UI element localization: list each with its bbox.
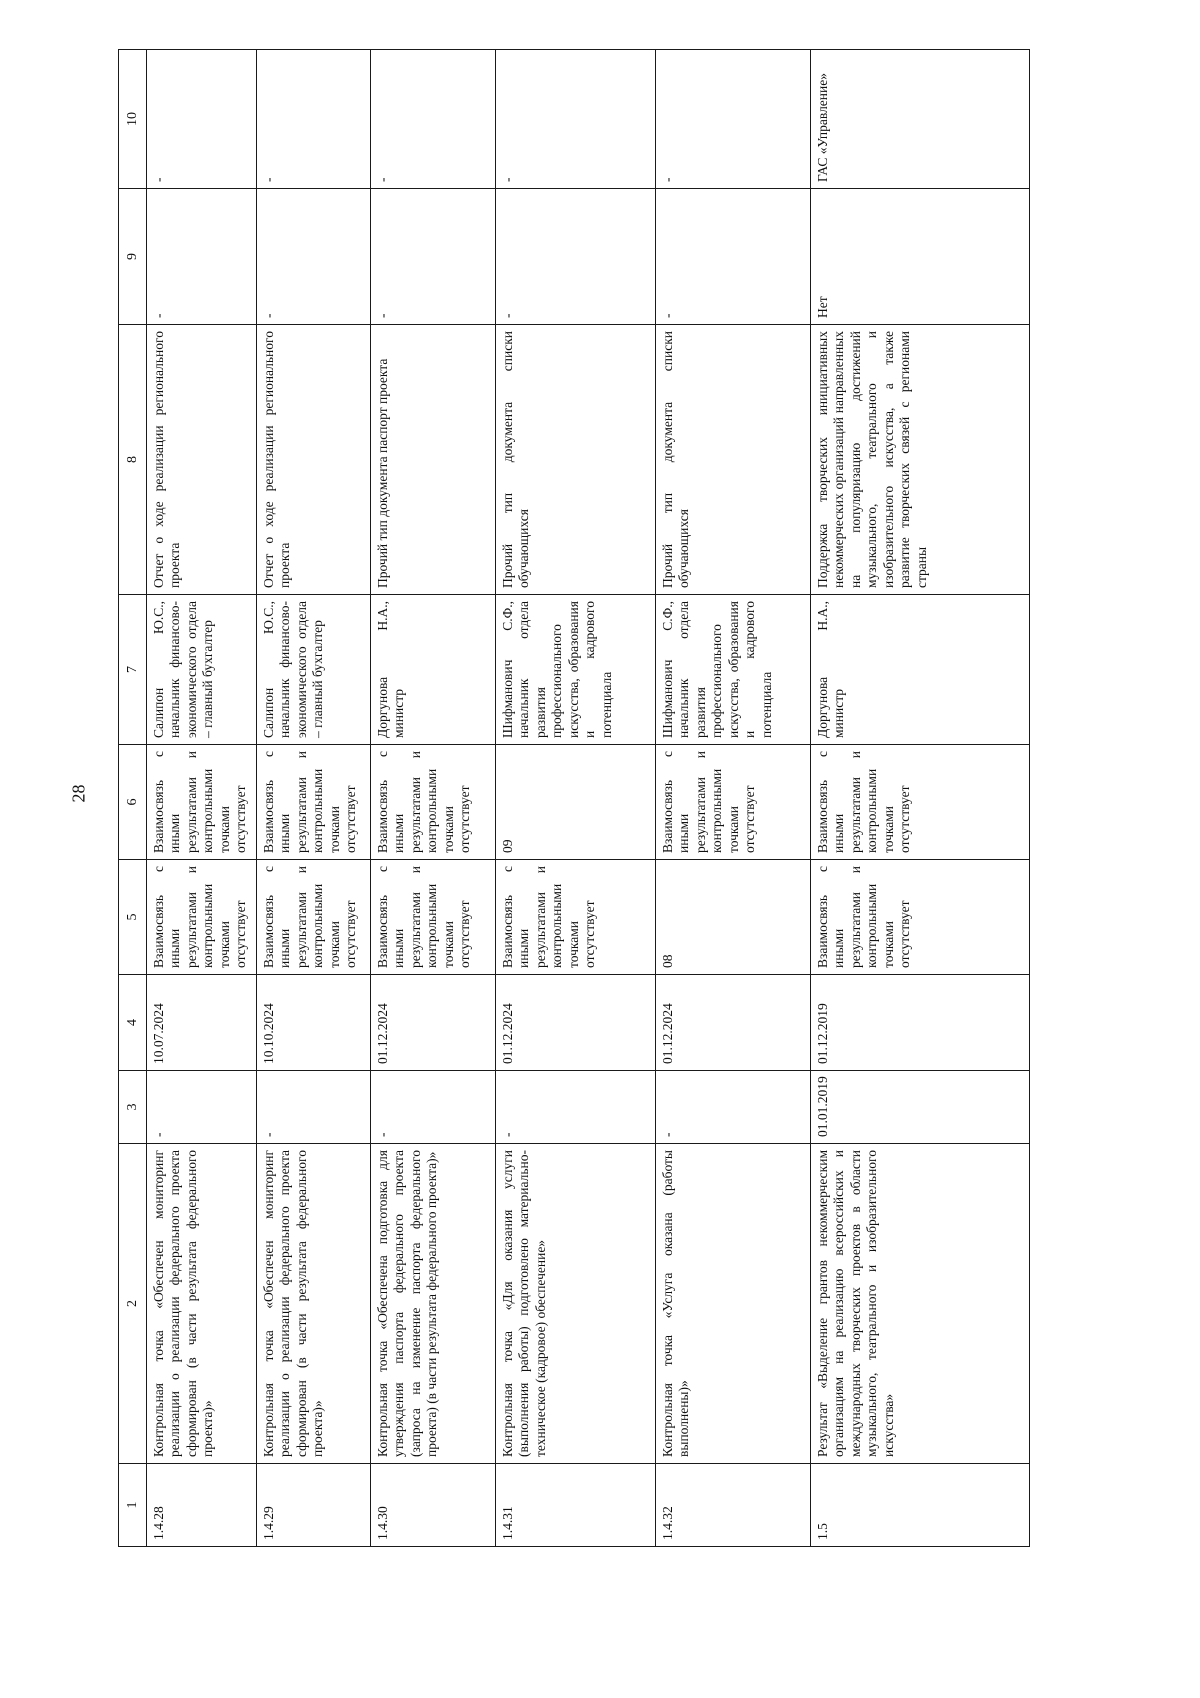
column-header: 4 (119, 975, 147, 1071)
table-row (257, 50, 371, 1547)
column-10-cell: - (147, 50, 257, 189)
column-header: 6 (119, 745, 147, 860)
responsible-cell: Доргунова Н.А., министр (811, 595, 1030, 745)
column-10-cell: - (371, 50, 496, 189)
table-row (147, 50, 257, 1547)
page-number: 28 (68, 784, 89, 803)
table-row (811, 50, 1030, 1547)
start-date-cell: - (496, 1071, 656, 1144)
control-point-name-cell: Контрольная точка «Для оказания услуги (выполнения работы) подготовлено материально-техническое (кадровое) обеспечение» (496, 1144, 656, 1464)
document-cell: Прочий тип документа списки обучающихся (656, 325, 811, 595)
column-9-cell: - (147, 189, 257, 325)
responsible-cell: Доргунова Н.А., министр (371, 595, 496, 745)
start-date-cell: - (656, 1071, 811, 1144)
row-number-cell: 1.4.29 (257, 1464, 371, 1547)
end-date-cell: 01.12.2024 (496, 975, 656, 1071)
predecessor-cell: Взаимосвязь с иными результатами и контрольными точками отсутствует (371, 860, 496, 975)
column-header: 8 (119, 325, 147, 595)
table-row (656, 50, 811, 1547)
project-table (118, 49, 1030, 1547)
column-header: 10 (119, 50, 147, 189)
control-point-name-cell: Контрольная точка «Услуга оказана (работы выполнены)» (656, 1144, 811, 1464)
end-date-cell: 01.12.2024 (656, 975, 811, 1071)
row-number-cell: 1.4.28 (147, 1464, 257, 1547)
successor-cell: Взаимосвязь с иными результатами и контрольными точками отсутствует (811, 745, 1030, 860)
control-point-name-cell: Контрольная точка «Обеспечен мониторинг реализации о реализации федерального проекта сформирован (в части результата федерального проекта)» (257, 1144, 371, 1464)
column-header: 2 (119, 1144, 147, 1464)
column-9-cell: - (496, 189, 656, 325)
row-number-cell: 1.5 (811, 1464, 1030, 1547)
predecessor-cell: Взаимосвязь с иными результатами и контрольными точками отсутствует (496, 860, 656, 975)
header-row (119, 50, 147, 1547)
row-number-cell: 1.4.31 (496, 1464, 656, 1547)
start-date-cell: - (371, 1071, 496, 1144)
successor-cell: 09 (496, 745, 656, 860)
column-header: 7 (119, 595, 147, 745)
end-date-cell: 01.12.2019 (811, 975, 1030, 1071)
row-number-cell: 1.4.30 (371, 1464, 496, 1547)
table-row (496, 50, 656, 1547)
column-10-cell: - (656, 50, 811, 189)
predecessor-cell: Взаимосвязь с иными результатами и контрольными точками отсутствует (147, 860, 257, 975)
start-date-cell: - (257, 1071, 371, 1144)
predecessor-cell: 08 (656, 860, 811, 975)
responsible-cell: Шифманович С.Ф., начальник отдела развития профессионального искусства, образования и кадрового потенциала (656, 595, 811, 745)
column-header: 5 (119, 860, 147, 975)
end-date-cell: 10.07.2024 (147, 975, 257, 1071)
successor-cell: Взаимосвязь с иными результатами и контрольными точками отсутствует (371, 745, 496, 860)
start-date-cell: - (147, 1071, 257, 1144)
responsible-cell: Салипон Ю.С., начальник финансово-экономического отдела – главный бухгалтер (257, 595, 371, 745)
column-header: 1 (119, 1464, 147, 1547)
column-10-cell: - (257, 50, 371, 189)
table-row (371, 50, 496, 1547)
column-9-cell: - (257, 189, 371, 325)
control-point-name-cell: Контрольная точка «Обеспечена подготовка для утверждения паспорта федерального проекта (запроса на изменение паспорта федерального проекта) (в части результата федерального проекта)» (371, 1144, 496, 1464)
start-date-cell: 01.01.2019 (811, 1071, 1030, 1144)
column-9-cell: Нет (811, 189, 1030, 325)
successor-cell: Взаимосвязь с иными результатами и контрольными точками отсутствует (257, 745, 371, 860)
control-point-name-cell: Контрольная точка «Обеспечен мониторинг реализации о реализации федерального проекта сформирован (в части результата федерального проекта)» (147, 1144, 257, 1464)
column-header: 9 (119, 189, 147, 325)
end-date-cell: 01.12.2024 (371, 975, 496, 1071)
column-9-cell: - (371, 189, 496, 325)
responsible-cell: Салипон Ю.С., начальник финансово-экономического отдела – главный бухгалтер (147, 595, 257, 745)
column-10-cell: - (496, 50, 656, 189)
document-cell: Прочий тип документа списки обучающихся (496, 325, 656, 595)
document-cell: Прочий тип документа паспорт проекта (371, 325, 496, 595)
column-10-cell: ГАС «Управление» (811, 50, 1030, 189)
successor-cell: Взаимосвязь с иными результатами и контрольными точками отсутствует (147, 745, 257, 860)
successor-cell: Взаимосвязь с иными результатами и контрольными точками отсутствует (656, 745, 811, 860)
predecessor-cell: Взаимосвязь с иными результатами и контрольными точками отсутствует (811, 860, 1030, 975)
predecessor-cell: Взаимосвязь с иными результатами и контрольными точками отсутствует (257, 860, 371, 975)
document-cell: Отчет о ходе реализации регионального проекта (147, 325, 257, 595)
responsible-cell: Шифманович С.Ф., начальник отдела развития профессионального искусства, образования и кадрового потенциала (496, 595, 656, 745)
document-cell: Отчет о ходе реализации регионального проекта (257, 325, 371, 595)
rotated-table-container (118, 50, 1030, 1547)
result-name-cell: Результат «Выделение грантов некоммерческим организациям на реализацию всероссийских и международных творческих проектов в области музыкального, театрального и изобразительного искусства» (811, 1144, 1030, 1464)
document-cell: Поддержка творческих инициативных некоммерческих организаций направленных на популяризацию достижений музыкального, театрального и изобразительного искусства, а также развитие творческих связей с регионами страны (811, 325, 1030, 595)
end-date-cell: 10.10.2024 (257, 975, 371, 1071)
row-number-cell: 1.4.32 (656, 1464, 811, 1547)
column-header: 3 (119, 1071, 147, 1144)
column-9-cell: - (656, 189, 811, 325)
